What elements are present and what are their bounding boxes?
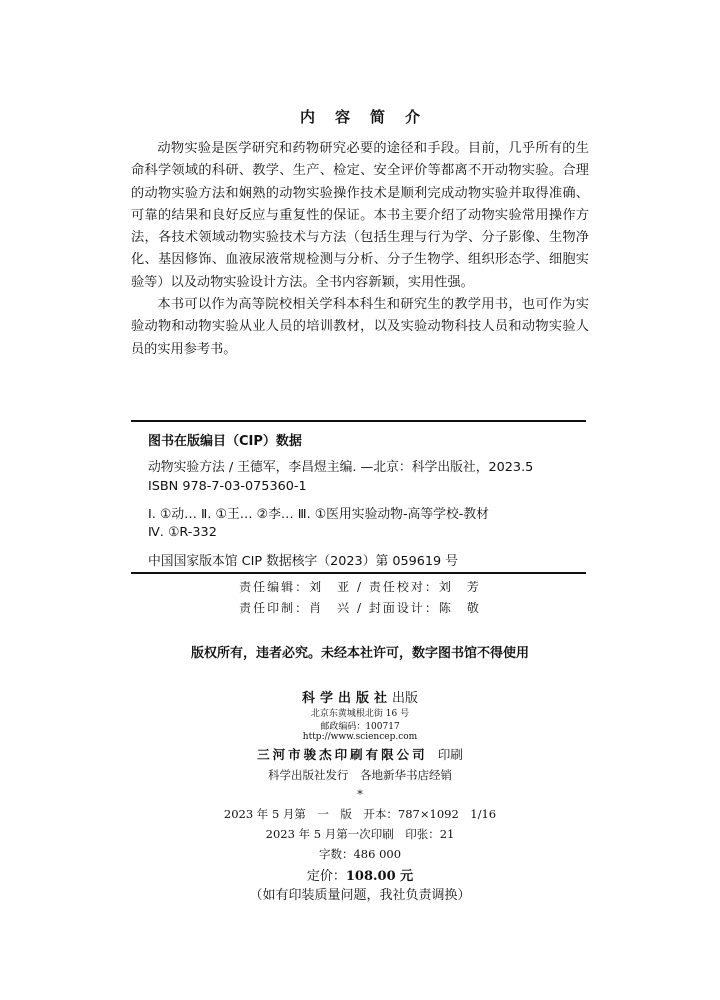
credits-production: 责任印制：肖 兴 / 封面设计：陈 敬 [239,601,481,615]
publisher-url: http://www.sciencep.com [302,732,418,742]
publisher-address: 北京东黄城根北街 16 号 [310,709,410,719]
publisher-suffix: 出版 [392,691,419,706]
edition-line: 2023 年 5 月第 一 版 开本：787×1092 1/16 [223,807,497,821]
price-line [0,865,720,884]
copyright-notice: 版权所有，违者必究。未经本社许可，数字图书馆不得使用 [190,646,529,661]
printer-name: 三河市骏杰印刷有限公司 [257,747,428,762]
price-label: 定价： [306,869,346,884]
quality-note: （如有印装质量问题，我社负责调换） [249,888,471,903]
summary-paragraph-2: 本书可以作为高等院校相关学科本科生和研究生的教学用书，也可作为实验动物和动物实验从业人员的培训教材，以及实验动物科技人员和动物实验人员的实用参考书。 [131,297,589,357]
summary-title: 内容简介 [299,108,440,126]
cip-isbn: ISBN 978-7-03-075360-1 [148,479,307,494]
imprint-separator: * [357,787,363,801]
printing-line: 2023 年 5 月第一次印刷 印张：21 [265,827,455,841]
summary-body [131,138,589,361]
cip-top-rule [131,420,586,422]
printer-line [0,744,720,763]
publisher-postcode: 邮政编码：100717 [320,722,400,732]
cip-bottom-rule [131,572,586,574]
cip-title-line: 动物实验方法 / 王德军，李昌煜主编. —北京：科学出版社，2023.5 [148,460,534,475]
cip-classification-2: Ⅳ. ①R-332 [148,525,217,540]
publisher-line [0,687,720,706]
summary-paragraph-1: 动物实验是医学研究和药物研究必要的途径和手段。目前，几乎所有的生命科学领域的科研、教学、生产、检定、安全评价等都离不开动物实验。合理的动物实验方法和娴熟的动物实验操作技术是顺利完成动物实验并取得准确、可靠的结果和良好反应与重复性的保证。本书主要介绍了动物实验常用操作方法，各技术领域动物实验技术与方法（包括生理与行为学、分子影像、生物净化、基因修饰、血液尿液常规检测与分析、分子生物学、组织形态学、细胞实验等）以及动物实验设计方法。全书内容新颖，实用性强。 [131,141,589,290]
credits-editors: 责任编辑：刘 亚 / 责任校对：刘 芳 [239,580,481,594]
publisher-name: 科学出版社 [301,691,392,706]
price-value: 108.00 元 [345,869,414,884]
cip-heading: 图书在版编目（CIP）数据 [148,434,302,449]
printer-suffix: 印刷 [437,747,463,762]
word-count: 字数：486 000 [318,847,402,861]
cip-classification-1: Ⅰ. ①动… Ⅱ. ①王… ②李… Ⅲ. ①医用实验动物-高等学校-教材 [148,507,489,522]
cip-record-number: 中国国家版本馆 CIP 数据核字（2023）第 059619 号 [148,554,459,569]
distribution-line: 科学出版社发行 各地新华书店经销 [268,768,452,782]
